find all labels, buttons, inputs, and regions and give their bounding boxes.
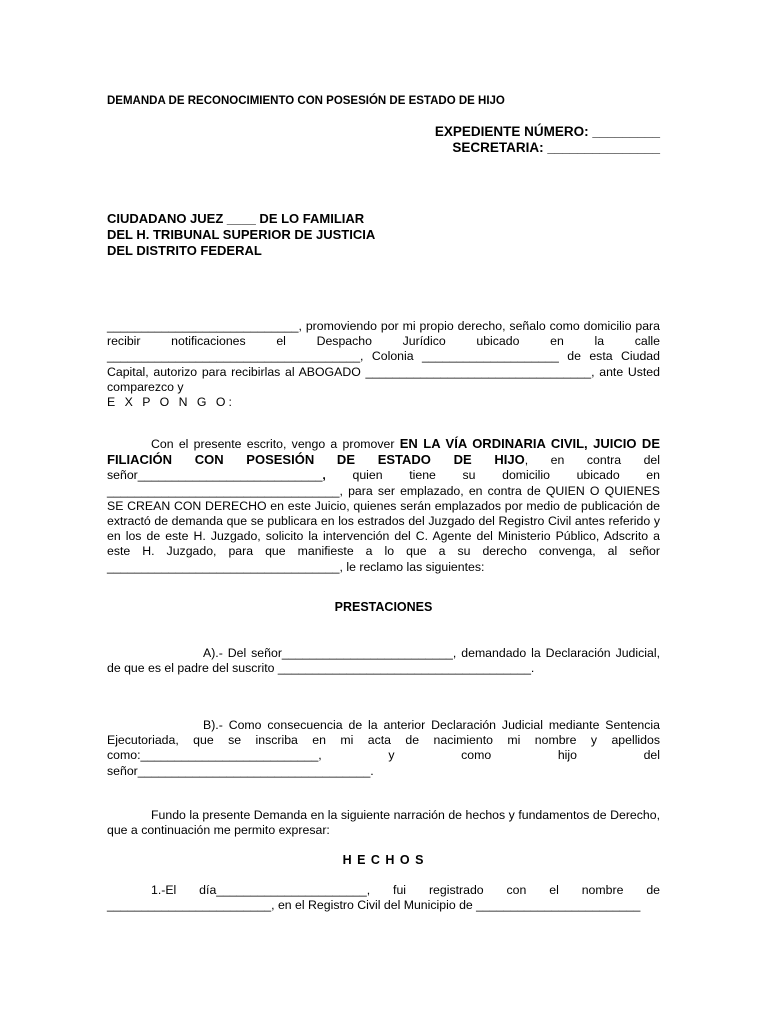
prestacion-a-text: A).- Del señor_________________________, demandado la Declaración Judicial, de que es el padre del suscrito _____________________________________. [107, 646, 660, 676]
hechos-title: H E C H O S [342, 853, 425, 867]
body-text-bold: EN LA VÍA ORDINARIA CIVIL, JUICIO DE FILIACIÓN CON POSESIÓN DE ESTADO DE HIJO [107, 436, 660, 468]
expediente-line: EXPEDIENTE NÚMERO: _________ [434, 124, 660, 139]
addressee-block [107, 211, 375, 259]
hecho-1 [107, 883, 660, 913]
hecho-1-text: 1.-El día______________________, fui registrado con el nombre de ________________________, en el Registro Civil del Municipio de ________________________ [107, 883, 660, 913]
body-text [107, 436, 660, 575]
fundamento-paragraph [107, 808, 660, 838]
document-title: DEMANDA DE RECONOCIMIENTO CON POSESIÓN DE ESTADO DE HIJO [107, 95, 505, 107]
body-text-part3: quien tiene su domicilio ubicado en __________________________________, para ser emplazado, en contra de QUIEN O QUIENES SE CREAN CON DERECHO en este Juicio, quienes serán emplazados por medio de publicación de extractó de demanda que se publicara en los estrados del Juzgado del Registro Civil antes referido y en los de este H. Juzgado, solicito la intervención del C. Agente del Ministerio Público, Adscrito a este H. Juzgado, para que manifieste a lo que a su derecho convenga, al señor __________________________________, le reclamo las siguientes: [107, 468, 660, 574]
body-paragraph [107, 436, 660, 575]
body-text-part2: , en contra del señor [107, 453, 660, 483]
intro-text: ____________________________, promoviendo por mi propio derecho, señalo como domicilio para recibir notificaciones el Despacho Jurídico ubicado en la calle _____________________________________, Colonia ____________________ de esta Ciudad Capital, autorizo para recibirlas al ABOGADO _________________________________, ante Usted comparezco y [107, 319, 660, 394]
secretaria-line: SECRETARIA: _______________ [452, 140, 660, 155]
expongo-heading: E X P O N G O: [107, 395, 235, 410]
body-text-bold-comma: , [322, 468, 326, 483]
addressee-line-2: DEL H. TRIBUNAL SUPERIOR DE JUSTICIA [107, 227, 376, 242]
fundamento-text: Fundo la presente Demanda en la siguiente narración de hechos y fundamentos de Derecho, que a continuación me permito expresar: [107, 808, 660, 838]
body-text-blank1: ___________________________ [137, 468, 323, 483]
body-text-part1: Con el presente escrito, vengo a promover [151, 437, 400, 451]
intro-paragraph [107, 319, 660, 410]
addressee-line-3: DEL DISTRITO FEDERAL [107, 243, 262, 258]
addressee-line-1: CIUDADANO JUEZ ____ DE LO FAMILIAR [107, 211, 365, 226]
prestaciones-title: PRESTACIONES [334, 600, 433, 614]
prestacion-b [107, 718, 660, 779]
prestacion-a [107, 646, 660, 676]
case-number-block [435, 124, 660, 156]
prestacion-b-text: B).- Como consecuencia de la anterior Declaración Judicial mediante Sentencia Ejecutoriada, que se inscriba en mi acta de nacimiento mi nombre y apellidos como:__________________________, y como hijo del señor__________________________________. [107, 718, 660, 778]
